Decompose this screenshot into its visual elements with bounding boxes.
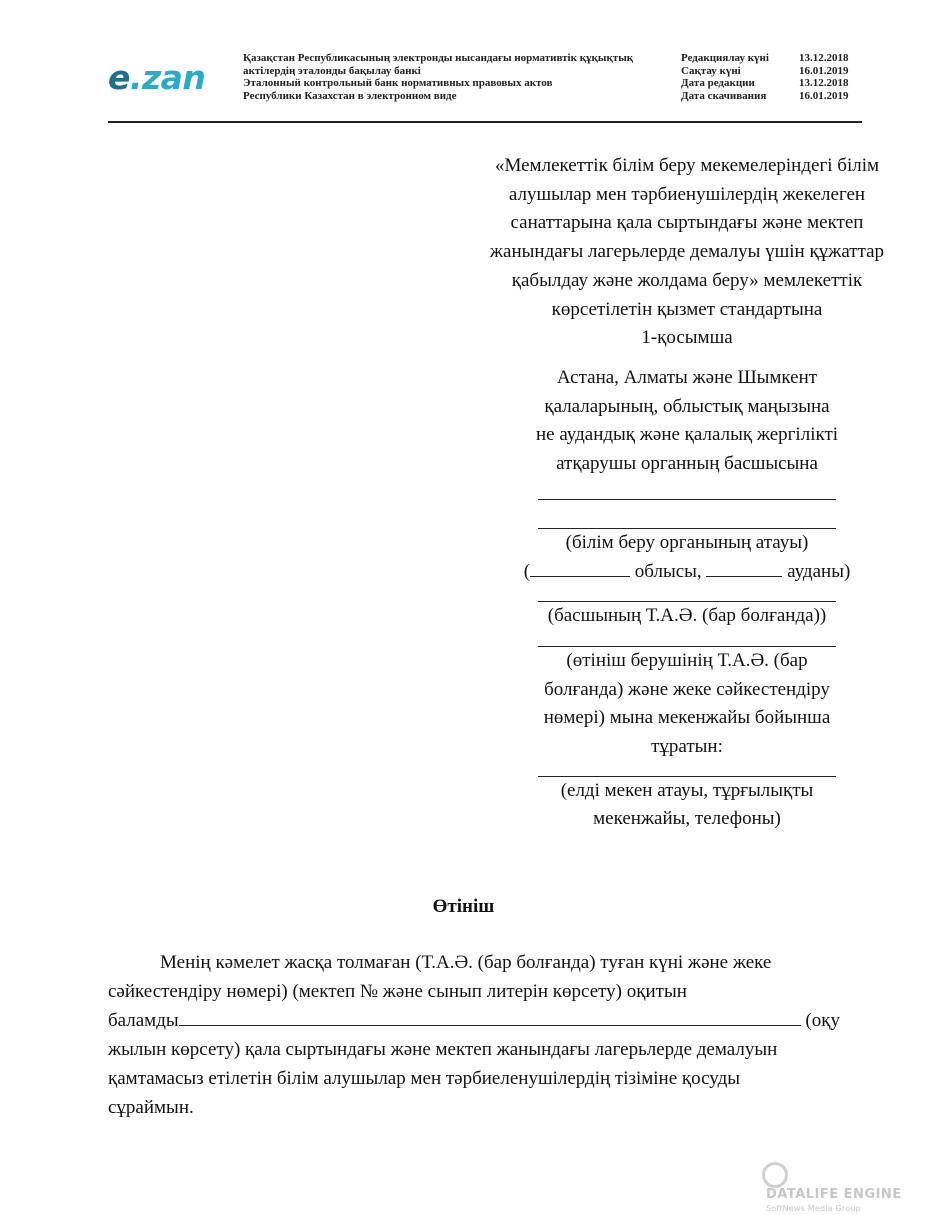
database-title: Қазақстан Республикасының электронды нысандағы нормативтік құқықтық актілердің эталонды бақылау банкі Эталонный контрольный банк нормативных правовых актов Республики Казахстан в электронном виде — [243, 52, 634, 102]
ezan-logo: e.zan — [108, 58, 206, 97]
blank-line — [538, 631, 836, 647]
datalife-logo-icon — [762, 1162, 788, 1188]
blank-line — [538, 762, 836, 777]
date-row: Дата скачивания 16.01.2019 — [681, 89, 849, 102]
region-line: ( облысы, ауданы) — [523, 560, 851, 582]
org-caption: (білім беру органының атауы) — [565, 531, 809, 553]
date-row: Редакциялау күні 13.12.2018 — [681, 52, 849, 64]
document-header — [108, 52, 862, 122]
annex-heading: «Мемлекеттік білім беру мекемелеріндегі білім алушылар мен тәрбиенушілердің жекелеген санаттарына қала сыртындағы және мектеп жанындағы лагерьлерде демалуы үшін құжаттар қабылдау және жолдама беру» мемлекеттік көрсетілетін қызмет стандартына 1-қосымша — [489, 155, 885, 349]
dates-table — [681, 52, 849, 102]
header-divider — [108, 121, 862, 123]
date-row: Дата редакции 13.12.2018 — [681, 77, 849, 89]
addressee-block: Астана, Алматы және Шымкент қалаларының, облыстық маңызына не аудандық және қалалық жергілікті атқарушы органның басшысына (білім беру органының атауы) ( облысы, ауданы) (басшының Т.А.Ә. (бар болғанда)) (өтініш берушінің Т.А.Ә. (бар болғанда) және жеке сәйкестендіру нөмері) мына мекенжайы бойынша тұратын: (елді мекен атауы, тұрғылықты мекенжайы, телефоны) — [400, 364, 927, 834]
head-caption: (басшының Т.А.Ә. (бар болғанда)) — [547, 605, 827, 627]
blank-line — [538, 500, 836, 529]
statement-body: Менің кәмелет жасқа толмаған (Т.А.Ә. (бар болғанда) туған күні және жеке сәйкестендіру нөмері) (мектеп № және сынып литерін көрсету) оқитын баламды (оқу жылын көрсету) қала сыртындағы және мектеп жанындағы лагерьлерде демалуын қамтамасыз етілетін білім алушылар мен тәрбиеленушілердің тізіміне қосуды сұраймын. — [108, 952, 840, 1118]
date-row: Сақтау күні 16.01.2019 — [681, 64, 849, 77]
blank-line — [538, 479, 836, 500]
statement-title: Өтініш — [432, 896, 495, 917]
blank-line — [538, 586, 836, 602]
datalife-watermark: DATALIFE ENGINE SoftNews Media Group — [762, 1162, 927, 1215]
